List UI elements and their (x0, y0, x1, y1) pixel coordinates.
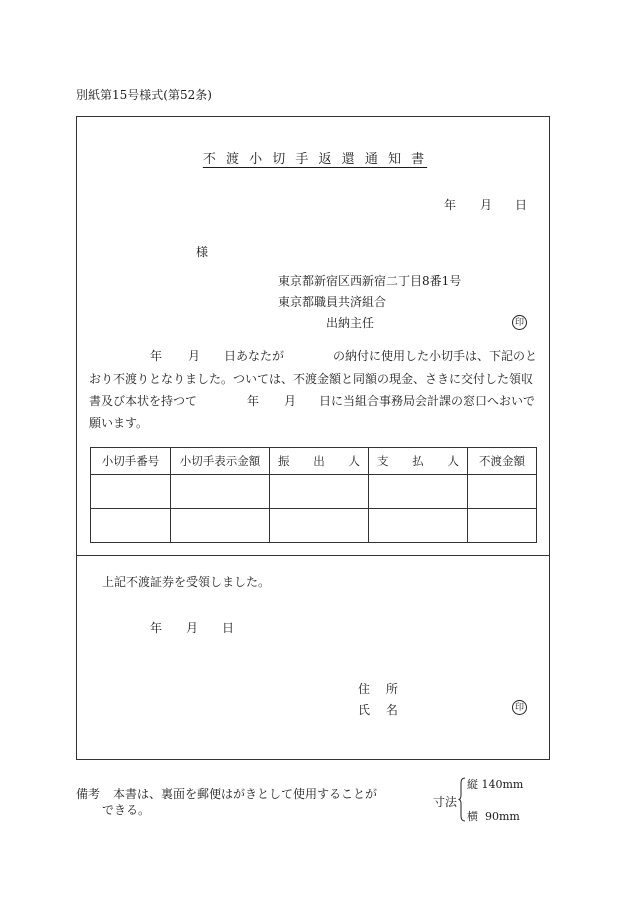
date-month: 月 (480, 198, 493, 212)
body-line3-month: 月 (284, 394, 297, 408)
header-payer: 支 払 人 (369, 448, 468, 475)
header-dishonored-amount: 不渡金額 (468, 448, 537, 475)
brace-icon (458, 777, 466, 822)
body-month: 月 (188, 349, 201, 363)
header-drawer: 振 出 人 (270, 448, 369, 475)
issuer-address: 東京都新宿区西新宿二丁目8番1号 (278, 274, 462, 288)
receipt-year: 年 (150, 621, 163, 635)
table-cell[interactable] (468, 509, 537, 543)
table-cell[interactable] (468, 475, 537, 509)
dimension-height: 縦 140mm (467, 778, 524, 791)
body-line3-start: 書及び本状を持つて (89, 394, 198, 408)
body-line1-rest: の納付に使用した小切手は、下記のと (333, 349, 538, 363)
header-check-number: 小切手番号 (91, 448, 171, 475)
seal-icon: 印 (512, 700, 527, 715)
table-row (91, 509, 537, 543)
form-divider (76, 555, 550, 556)
table-cell[interactable] (369, 509, 468, 543)
dimension-width: 横 90mm (467, 810, 520, 823)
remarks-line1: 本書は、裏面を郵便はがきとして使用することが (113, 787, 378, 801)
dimensions-label: 寸法 (433, 795, 458, 809)
body-day-text: 日あなたが (224, 349, 285, 363)
body-year: 年 (150, 349, 163, 363)
seal-icon: 印 (512, 315, 527, 330)
name-label: 氏 名 (358, 703, 404, 717)
remarks-label: 備考 (76, 787, 101, 801)
table-row (91, 475, 537, 509)
date-day: 日 (515, 198, 528, 212)
body-line4: 願います。 (89, 416, 149, 430)
receipt-month: 月 (186, 621, 199, 635)
date-year: 年 (444, 198, 457, 212)
receipt-day: 日 (222, 621, 235, 635)
body-line2: おり不渡りとなりました。ついては、不渡金額と同額の現金、さきに交付した領収 (89, 372, 534, 386)
table-cell[interactable] (171, 509, 270, 543)
table-cell[interactable] (91, 509, 171, 543)
body-line3-rest: 日に当組合事務局会計課の窓口へおいで (319, 394, 536, 408)
issuer-role: 出納主任 (326, 316, 375, 330)
check-table (90, 447, 537, 543)
table-cell[interactable] (369, 475, 468, 509)
body-line3-year: 年 (247, 394, 260, 408)
address-label: 住 所 (358, 682, 404, 696)
document-title: 不 渡 小 切 手 返 還 通 知 書 (202, 152, 428, 167)
form-frame (76, 116, 550, 760)
remarks-line2: できる。 (102, 803, 151, 817)
table-cell[interactable] (91, 475, 171, 509)
table-cell[interactable] (270, 475, 369, 509)
table-cell[interactable] (171, 475, 270, 509)
table-cell[interactable] (270, 509, 369, 543)
issuer-organization: 東京都職員共済組合 (278, 295, 387, 309)
form-reference: 別紙第15号様式(第52条) (76, 88, 212, 102)
receipt-text: 上記不渡証券を受領しました。 (102, 575, 271, 589)
addressee-suffix: 様 (196, 245, 209, 259)
header-check-amount: 小切手表示金額 (171, 448, 270, 475)
